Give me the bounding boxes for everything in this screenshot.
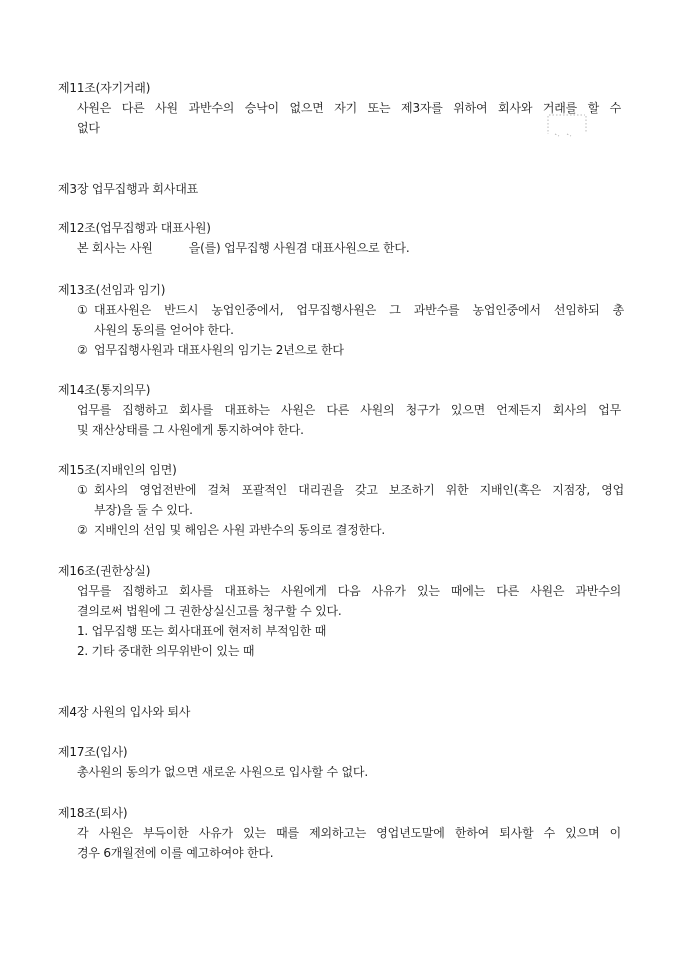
article-15-item-1-line: 부장)을 둘 수 있다. bbox=[94, 503, 193, 517]
article-15-title: 제15조(지배인의 임면) bbox=[58, 463, 177, 477]
article-14-body-line: 업무를 집행하고 회사를 대표하는 사원은 다른 사원의 청구가 있으면 언제든지 회사의 업무 bbox=[77, 403, 621, 417]
article-11-body-line: 없다 bbox=[77, 121, 100, 135]
article-16-body-line: 결의로써 법원에 그 권한상실신고를 청구할 수 있다. bbox=[77, 604, 342, 618]
chapter-4-heading: 제4장 사원의 입사와 퇴사 bbox=[58, 705, 191, 719]
article-12-body-line: 본 회사는 사원 을(를) 업무집행 사원겸 대표사원으로 한다. bbox=[77, 241, 410, 255]
article-13-item-2-line: 업무집행사원과 대표사원의 임기는 2년으로 한다 bbox=[94, 343, 344, 357]
article-16-list-item: 2. 기타 중대한 의무위반이 있는 때 bbox=[77, 644, 255, 658]
article-13-item-1-line: 대표사원은 반드시 농업인중에서, 업무집행사원은 그 과반수를 농업인중에서 선임하되 총 bbox=[94, 303, 624, 317]
article-17-body-line: 총사원의 동의가 없으면 새로운 사원으로 입사할 수 없다. bbox=[77, 765, 368, 779]
article-11-title: 제11조(자기거래) bbox=[58, 81, 151, 95]
article-15-item-1-line: 회사의 영업전반에 걸쳐 포괄적인 대리권을 갖고 보조하기 위한 지배인(혹은 지점장, 영업 bbox=[94, 483, 624, 497]
article-14-body-line: 및 재산상태를 그 사원에게 통지하여야 한다. bbox=[77, 423, 304, 437]
article-15-item-2-marker: ② bbox=[77, 523, 88, 537]
article-16-body-line: 업무를 집행하고 회사를 대표하는 사원에게 다음 사유가 있는 때에는 다른 사원은 과반수의 bbox=[77, 584, 621, 598]
article-13-item-1-marker: ① bbox=[77, 303, 88, 317]
scan-smudge bbox=[545, 112, 589, 138]
article-11-body-line: 사원은 다른 사원 과반수의 승낙이 없으면 자기 또는 제3자를 위하여 회사와 거래를 할 수 bbox=[77, 101, 621, 115]
article-14-title: 제14조(통지의무) bbox=[58, 383, 151, 397]
article-16-title: 제16조(권한상실) bbox=[58, 564, 151, 578]
chapter-3-heading: 제3장 업무집행과 회사대표 bbox=[58, 182, 198, 196]
article-18-title: 제18조(퇴사) bbox=[58, 806, 128, 820]
article-15-item-1-marker: ① bbox=[77, 483, 88, 497]
article-15-item-2-line: 지배인의 선임 및 해임은 사원 과반수의 동의로 결정한다. bbox=[94, 523, 385, 537]
article-16-list-item: 1. 업무집행 또는 회사대표에 현저히 부적임한 때 bbox=[77, 624, 327, 638]
article-13-title: 제13조(선임과 임기) bbox=[58, 283, 166, 297]
article-18-body-line: 각 사원은 부득이한 사유가 있는 때를 제외하고는 영업년도말에 한하여 퇴사할 수 있으며 이 bbox=[77, 826, 621, 840]
article-17-title: 제17조(입사) bbox=[58, 745, 128, 759]
article-18-body-line: 경우 6개월전에 이를 예고하여야 한다. bbox=[77, 846, 274, 860]
article-12-title: 제12조(업무집행과 대표사원) bbox=[58, 221, 211, 235]
article-13-item-2-marker: ② bbox=[77, 343, 88, 357]
article-13-item-1-line: 사원의 동의를 얻어야 한다. bbox=[94, 323, 234, 337]
